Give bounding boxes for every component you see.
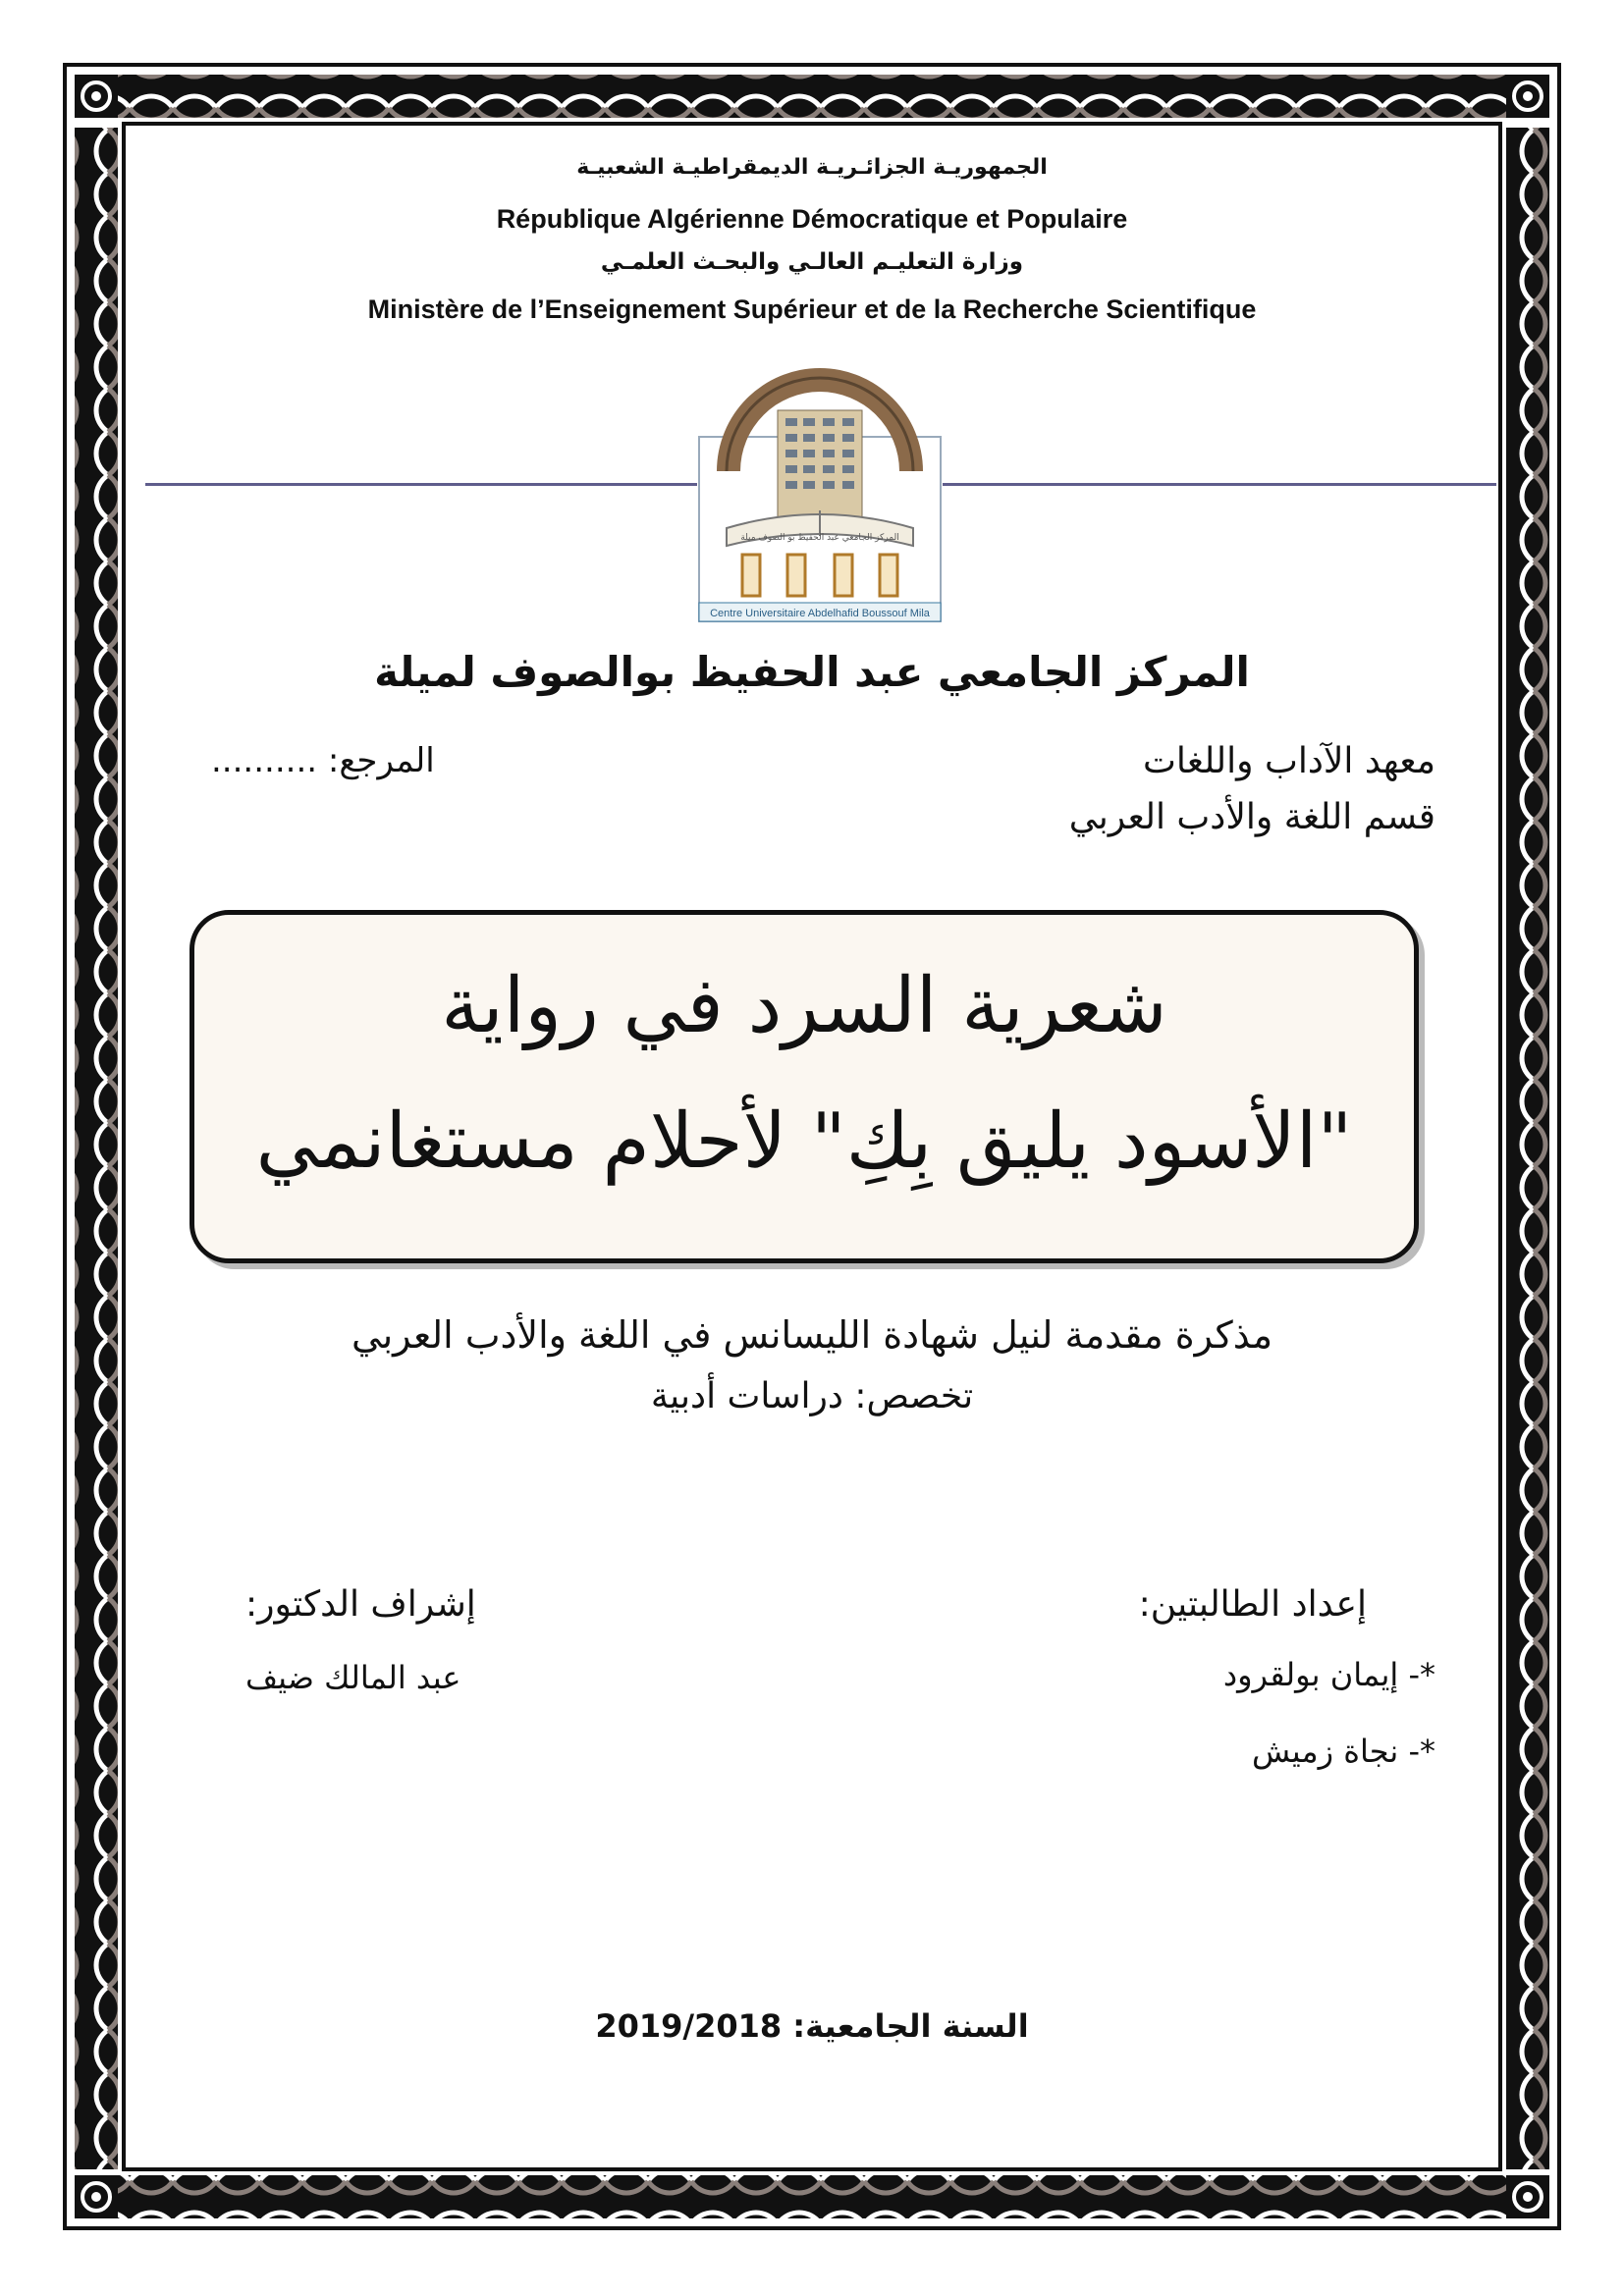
supervisor-name: عبد المالك ضيف (245, 1659, 461, 1696)
title-box (189, 910, 1419, 1263)
corner-ornament-icon (1506, 75, 1549, 118)
corner-ornament-icon (1506, 2175, 1549, 2218)
rule-right (943, 483, 1496, 486)
institute-name: معهد الآداب واللغات (1143, 741, 1435, 781)
supervisor-label: إشراف الدكتور: (245, 1584, 476, 1625)
corner-ornament-icon (75, 2175, 118, 2218)
thesis-title-line2: "الأسود يليق بِكِ" لأحلام مستغانمي (255, 1097, 1353, 1186)
ministry-arabic: وزارة التعليـم العالـي والبحـث العلمـي (600, 249, 1024, 275)
republic-french: République Algérienne Démocratique et Populaire (496, 204, 1128, 234)
department-name: قسم اللغة والأدب العربي (1068, 797, 1435, 837)
student-name: *- نجاة زميش (1251, 1733, 1435, 1770)
prepared-by-label: إعداد الطالبتين: (1138, 1584, 1367, 1625)
academic-year: السنة الجامعية: 2019/2018 (595, 2007, 1029, 2045)
logo-caption-ar: المركز الجامعي عبد الحفيظ بو الصوف ميلة (740, 533, 899, 543)
rule-left (145, 483, 697, 486)
logo-caption-en: Centre Universitaire Abdelhafid Boussouf Mila (710, 608, 930, 619)
student-name: *- إيمان بولقرود (1222, 1656, 1435, 1693)
ministry-french: Ministère de l’Enseignement Supérieur et de la Recherche Scientifique (367, 294, 1257, 324)
thesis-title-line1: شعرية السرد في رواية (441, 962, 1167, 1050)
university-logo (697, 353, 943, 623)
specialty: تخصص: دراسات أدبية (650, 1376, 974, 1416)
university-name: المركز الجامعي عبد الحفيظ بوالصوف لميلة (374, 648, 1250, 696)
corner-ornament-icon (75, 75, 118, 118)
reference-field: المرجع: .......... (211, 741, 435, 780)
thesis-statement: مذكرة مقدمة لنيل شهادة الليسانس في اللغة والأدب العربي (351, 1313, 1273, 1357)
republic-arabic: الجمهوريـة الجزائـريـة الديمقراطيـة الشعبيـة (576, 155, 1048, 180)
